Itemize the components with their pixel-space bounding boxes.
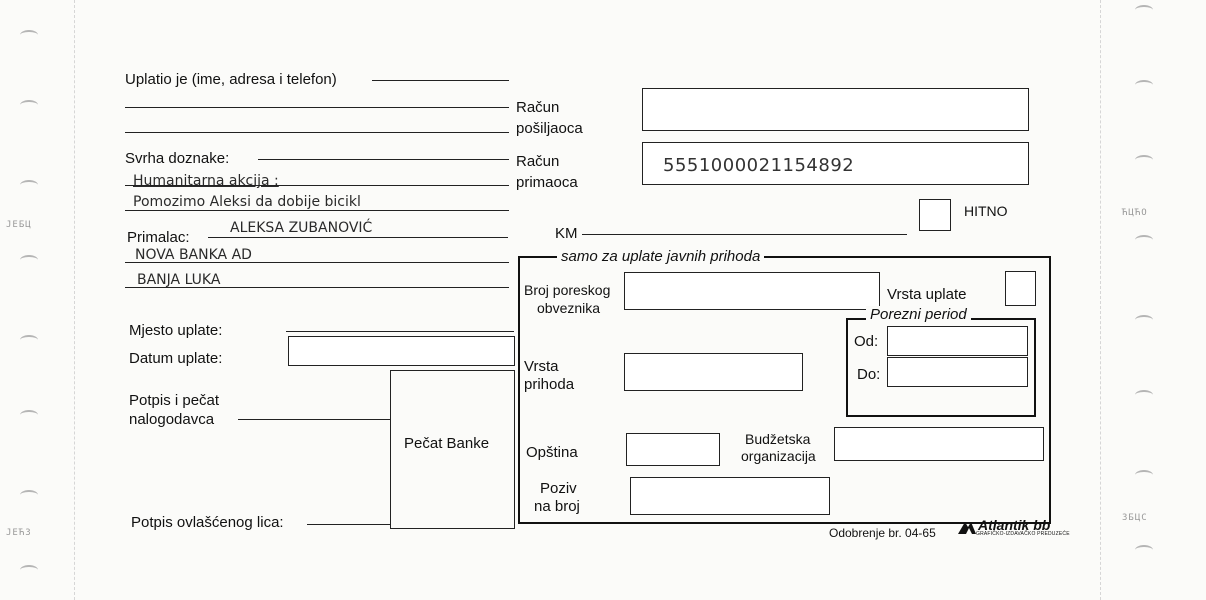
opstina-field[interactable] — [626, 433, 720, 466]
javni-prihodi-title: samo za uplate javnih prihoda — [557, 248, 764, 266]
left-feed-holes — [20, 0, 60, 600]
poziv-label-1: Poziv — [540, 480, 577, 497]
hitno-checkbox[interactable] — [919, 199, 951, 231]
racun-primaoca-field[interactable] — [642, 142, 1029, 185]
primalac-line-2[interactable] — [125, 262, 509, 263]
budzetska-label-1: Budžetska — [745, 431, 811, 447]
vrsta-uplate-label: Vrsta uplate — [887, 286, 967, 303]
racun-posiljaoca-label-1: Račun — [516, 99, 560, 116]
potpis-label-1: Potpis i pečat — [129, 392, 220, 409]
primalac-line-3[interactable] — [125, 287, 509, 288]
budzetska-field[interactable] — [834, 427, 1044, 461]
datum-label: Datum uplate: — [129, 350, 223, 367]
hitno-label: HITNO — [964, 203, 1008, 219]
right-margin-code-bottom: ЗБЦС — [1122, 513, 1148, 523]
uplatio-line-2[interactable] — [125, 107, 509, 108]
svrha-text-2: Pomozimo Aleksi da dobije bicikl — [133, 194, 361, 210]
primalac-line-1[interactable] — [208, 237, 508, 238]
vrsta-prihoda-field[interactable] — [624, 353, 803, 391]
racun-posiljaoca-label-2: pošiljaoca — [516, 120, 583, 137]
do-field[interactable] — [887, 357, 1028, 387]
vrsta-uplate-field[interactable] — [1005, 271, 1036, 306]
primalac-city: BANJA LUKA — [137, 272, 221, 288]
racun-posiljaoca-field[interactable] — [642, 88, 1029, 131]
left-margin-code: ЈЕБЦ — [6, 220, 32, 230]
od-field[interactable] — [887, 326, 1028, 356]
poziv-na-broj-field[interactable] — [630, 477, 830, 515]
do-label: Do: — [857, 366, 881, 383]
porezni-period-label: Porezni period — [866, 306, 971, 324]
pecat-banke-box — [390, 370, 515, 529]
uplatio-line-3[interactable] — [125, 132, 509, 133]
potpis-line[interactable] — [238, 419, 390, 420]
svrha-line-3[interactable] — [125, 210, 509, 211]
racun-primaoca-label-2: primaoca — [516, 174, 578, 191]
potpis-label-2: nalogodavca — [129, 411, 215, 428]
uplatio-label: Uplatio je (ime, adresa i telefon) — [125, 71, 337, 88]
mjesto-label: Mjesto uplate: — [129, 322, 223, 339]
datum-field[interactable] — [288, 336, 515, 366]
left-perforation-line — [74, 0, 75, 600]
budzetska-label-2: organizacija — [741, 448, 816, 464]
odobrenje-text: Odobrenje br. 04-65 — [829, 526, 936, 540]
racun-primaoca-label-1: Račun — [516, 153, 560, 170]
primalac-name: ALEKSA ZUBANOVIĆ — [230, 220, 373, 236]
vrsta-prihoda-label-2: prihoda — [524, 376, 575, 393]
primalac-label: Primalac: — [127, 229, 190, 246]
publisher-logo-icon — [957, 518, 977, 536]
broj-poreskog-label-1: Broj poreskog — [524, 282, 611, 298]
svrha-line-2[interactable] — [125, 185, 509, 186]
km-label: KM — [555, 225, 578, 242]
svrha-label: Svrha doznake: — [125, 150, 230, 167]
uplatio-line[interactable] — [372, 80, 509, 81]
broj-poreskog-field[interactable] — [624, 272, 880, 310]
km-amount-line[interactable] — [582, 234, 907, 235]
potpis-ovlascenog-label: Potpis ovlašćenog lica: — [131, 514, 284, 531]
od-label: Od: — [854, 333, 879, 350]
publisher-name: Atlantik bb — [978, 517, 1051, 533]
right-margin-code: ЋЦЋО — [1122, 208, 1148, 218]
right-perforation-line — [1100, 0, 1101, 600]
svrha-line-1[interactable] — [258, 159, 509, 160]
potpis-ovlascenog-line[interactable] — [307, 524, 391, 525]
poziv-label-2: na broj — [534, 498, 580, 515]
pecat-banke-label: Pečat Banke — [404, 435, 490, 452]
left-margin-code-bottom: ЈЕЋЗ — [6, 528, 32, 538]
right-feed-holes — [1135, 0, 1175, 600]
mjesto-line[interactable] — [286, 331, 514, 332]
vrsta-prihoda-label-1: Vrsta — [524, 358, 559, 375]
broj-poreskog-label-2: obveznika — [537, 300, 601, 316]
primalac-bank: NOVA BANKA AD — [135, 247, 252, 263]
account-number: 5551000021154892 — [663, 155, 855, 176]
publisher-subtitle: GRAFIČKO-IZDAVAČKO PREDUZEĆE — [976, 531, 1070, 537]
svrha-text-1: Humanitarna akcija : — [133, 173, 279, 189]
opstina-label: Opština — [526, 444, 578, 461]
